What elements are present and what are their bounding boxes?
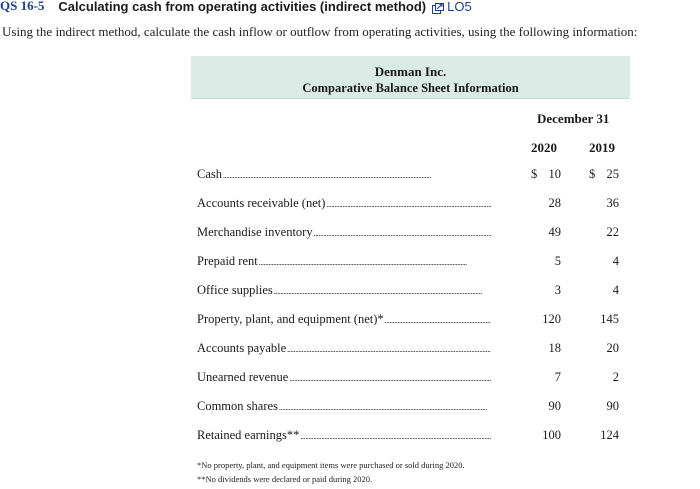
exercise-header <box>0 0 472 16</box>
table-row <box>191 370 630 390</box>
value-2019: 145 <box>600 312 619 326</box>
leader-dots <box>287 341 491 356</box>
value-2020: 10 <box>548 167 561 181</box>
value-2019: 2 <box>612 370 619 384</box>
leader-dots <box>289 370 491 385</box>
value-2020: 5 <box>554 254 561 268</box>
value-2020: 3 <box>554 283 561 297</box>
leader-dots <box>279 399 491 414</box>
row-label: Accounts receivable (net) <box>197 196 326 210</box>
learning-objective-link[interactable]: LO5 <box>447 0 472 14</box>
value-2019: 20 <box>606 341 619 355</box>
balance-sheet-table <box>191 56 630 455</box>
value-2020: 18 <box>548 341 561 355</box>
leader-dots <box>259 254 491 269</box>
row-label: Accounts payable <box>197 341 287 355</box>
currency-symbol: $ <box>531 167 538 181</box>
leader-dots <box>300 428 491 443</box>
leader-dots <box>326 196 491 211</box>
value-2020: 90 <box>548 399 561 413</box>
footnote-ppe: *No property, plant, and equipment items were purchased or sold during 2020. <box>197 460 465 470</box>
value-2019: 36 <box>606 196 619 210</box>
value-2020: 7 <box>554 370 561 384</box>
exercise-code: QS 16-5 <box>0 0 45 13</box>
value-2019: 25 <box>606 167 619 181</box>
row-label: Retained earnings** <box>197 428 300 442</box>
row-label: Prepaid rent <box>197 254 258 268</box>
leader-dots <box>274 283 491 298</box>
row-label: Cash <box>197 167 222 181</box>
table-subtitle: Comparative Balance Sheet Information <box>302 81 519 95</box>
year-2019-header: 2019 <box>589 140 615 155</box>
table-row <box>191 312 630 332</box>
row-label: Unearned revenue <box>197 370 289 384</box>
period-header: December 31 <box>537 111 610 126</box>
value-2019: 124 <box>600 428 619 442</box>
table-row <box>191 428 630 448</box>
currency-symbol: $ <box>589 167 596 181</box>
table-row <box>191 225 630 245</box>
external-link-icon[interactable] <box>432 1 444 12</box>
leader-dots <box>223 167 491 182</box>
year-2020-header: 2020 <box>531 140 557 155</box>
table-row <box>191 283 630 303</box>
leader-dots <box>385 312 491 327</box>
exercise-title: Calculating cash from operating activities (indirect method) <box>58 0 427 14</box>
value-2020: 49 <box>548 225 561 239</box>
value-2019: 4 <box>612 254 619 268</box>
value-2020: 100 <box>542 428 561 442</box>
value-2020: 120 <box>542 312 561 326</box>
value-2020: 28 <box>548 196 561 210</box>
table-row <box>191 196 630 216</box>
value-2019: 4 <box>612 283 619 297</box>
row-label: Merchandise inventory <box>197 225 313 239</box>
table-row <box>191 254 630 274</box>
value-2019: 90 <box>606 399 619 413</box>
table-row <box>191 399 630 419</box>
table-row <box>191 167 630 187</box>
table-header-band <box>191 56 630 99</box>
leader-dots <box>314 225 491 240</box>
footnote-dividends: **No dividends were declared or paid during 2020. <box>197 474 373 484</box>
value-2019: 22 <box>606 225 619 239</box>
company-name: Denman Inc. <box>374 64 447 79</box>
table-row <box>191 341 630 361</box>
instruction-text: Using the indirect method, calculate the cash inflow or outflow from operating activities, using the following information: <box>2 24 638 39</box>
row-label: Common shares <box>197 399 278 413</box>
row-label: Property, plant, and equipment (net)* <box>197 312 384 326</box>
row-label: Office supplies <box>197 283 273 297</box>
